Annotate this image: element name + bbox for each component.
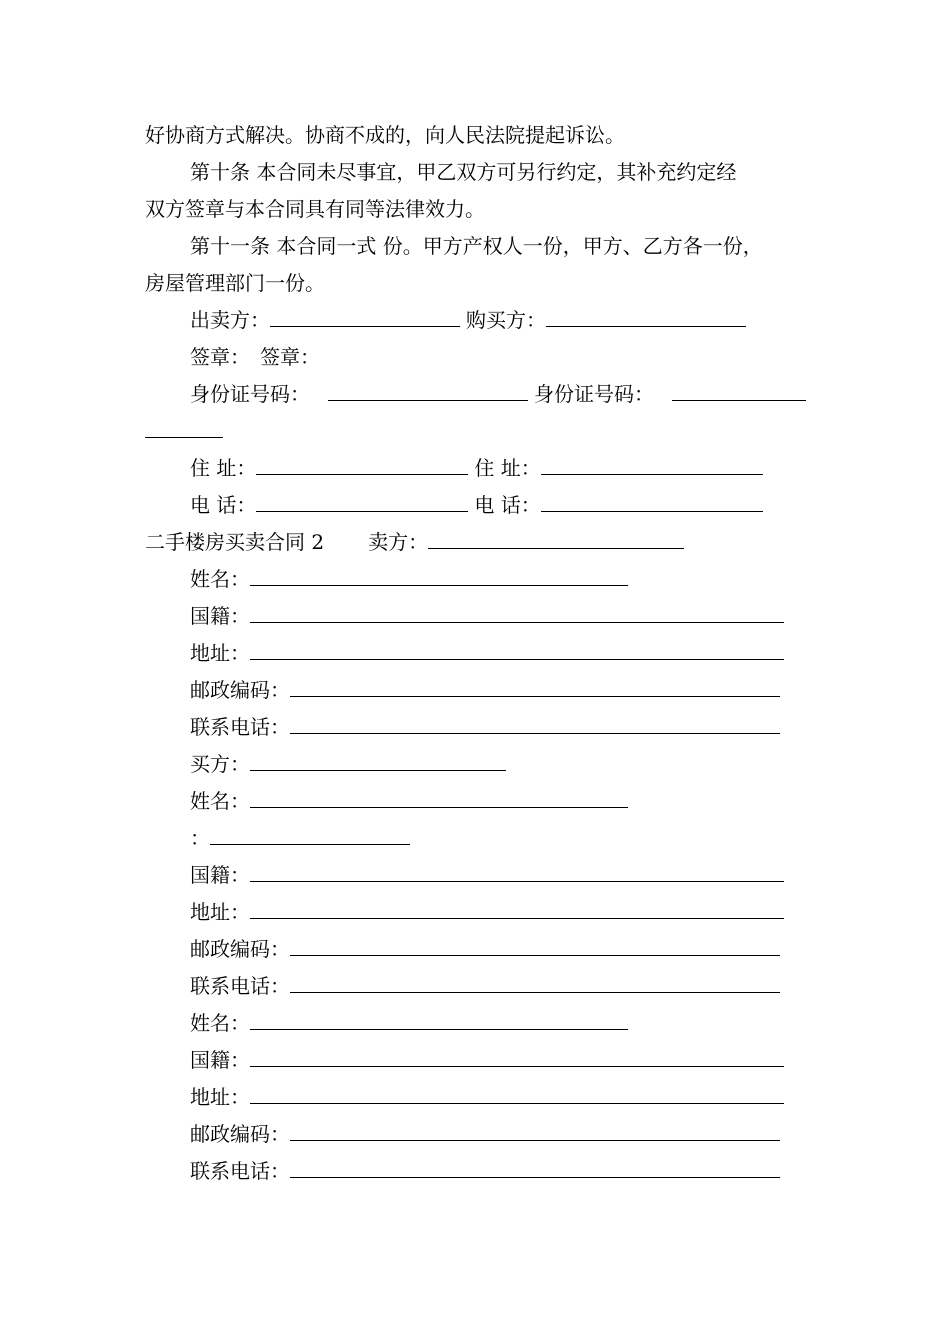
phone-blank[interactable] xyxy=(256,491,468,512)
postcode-label: 邮政编码： xyxy=(190,678,290,702)
nationality-blank[interactable] xyxy=(250,861,784,882)
address-label: 住 址： xyxy=(474,456,541,480)
postcode-blank[interactable] xyxy=(290,676,780,697)
buyer-label: 买方： xyxy=(190,752,250,776)
id-number-continuation xyxy=(145,416,223,446)
id-blank[interactable] xyxy=(328,380,528,401)
buyer-blank[interactable] xyxy=(546,306,746,327)
buyer-label-line xyxy=(190,749,506,779)
third-nationality-line xyxy=(190,1045,784,1075)
nationality-label: 国籍： xyxy=(190,1048,250,1072)
address-label: 地址： xyxy=(190,1085,250,1109)
name-label: 姓名： xyxy=(190,789,250,813)
phone-line xyxy=(190,490,763,520)
text: 第十条 本合同未尽事宜，甲乙双方可另行约定，其补充约定经 xyxy=(190,160,737,184)
phone-label: 电 话： xyxy=(190,493,257,517)
article-10-continuation xyxy=(145,194,485,224)
nationality-label: 国籍： xyxy=(190,863,250,887)
address-label: 住 址： xyxy=(190,456,257,480)
nationality-label: 国籍： xyxy=(190,604,250,628)
phone-label: 联系电话： xyxy=(190,974,290,998)
buyer-nationality-line xyxy=(190,860,784,890)
third-address-line xyxy=(190,1082,784,1112)
address-blank[interactable] xyxy=(250,639,784,660)
seller-blank[interactable] xyxy=(270,306,460,327)
name-blank[interactable] xyxy=(250,1009,628,1030)
text: 第十一条 本合同一式 份。甲方产权人一份，甲方、乙方各一份， xyxy=(190,234,763,258)
seller-phone-line xyxy=(190,712,780,742)
nationality-blank[interactable] xyxy=(250,1046,784,1067)
article-10-line xyxy=(190,157,736,187)
id-blank[interactable] xyxy=(672,380,806,401)
address-blank[interactable] xyxy=(250,898,784,919)
seal-label: 签章： xyxy=(260,345,320,369)
nationality-blank[interactable] xyxy=(250,602,784,623)
postcode-label: 邮政编码： xyxy=(190,937,290,961)
name-label: 姓名： xyxy=(190,567,250,591)
article-11-continuation xyxy=(145,268,325,298)
seller-address-line xyxy=(190,638,784,668)
seller-label: 卖方： xyxy=(368,530,429,554)
third-name-line xyxy=(190,1008,628,1038)
colon-line xyxy=(190,823,410,853)
third-phone-line xyxy=(190,1156,780,1186)
seller-postcode-line xyxy=(190,675,780,705)
buyer-name-line xyxy=(190,786,628,816)
name-blank[interactable] xyxy=(250,565,628,586)
id-label: 身份证号码： xyxy=(534,382,654,406)
text: 双方签章与本合同具有同等法律效力。 xyxy=(145,197,485,221)
text: 好协商方式解决。协商不成的，向人民法院提起诉讼。 xyxy=(145,123,625,147)
postcode-label: 邮政编码： xyxy=(190,1122,290,1146)
seller-label: 出卖方： xyxy=(190,308,270,332)
address-blank[interactable] xyxy=(256,454,468,475)
phone-label: 联系电话： xyxy=(190,1159,290,1183)
address-blank[interactable] xyxy=(541,454,763,475)
phone-label: 联系电话： xyxy=(190,715,290,739)
address-blank[interactable] xyxy=(250,1083,784,1104)
colon-blank[interactable] xyxy=(210,824,410,845)
id-number-line xyxy=(190,379,806,409)
seal-line xyxy=(190,342,320,372)
postcode-blank[interactable] xyxy=(290,1120,780,1141)
seller-blank[interactable] xyxy=(428,528,684,549)
seller-nationality-line xyxy=(190,601,784,631)
phone-blank[interactable] xyxy=(541,491,763,512)
phone-blank[interactable] xyxy=(290,713,780,734)
text: 房屋管理部门一份。 xyxy=(145,271,325,295)
colon-label: ： xyxy=(190,826,210,850)
article-11-line xyxy=(190,231,763,261)
name-label: 姓名： xyxy=(190,1011,250,1035)
address-label: 地址： xyxy=(190,641,250,665)
paragraph-line xyxy=(145,120,625,150)
phone-blank[interactable] xyxy=(290,1157,780,1178)
buyer-postcode-line xyxy=(190,934,780,964)
buyer-address-line xyxy=(190,897,784,927)
seller-name-line xyxy=(190,564,628,594)
phone-label: 电 话： xyxy=(474,493,541,517)
id-label: 身份证号码： xyxy=(190,382,310,406)
buyer-phone-line xyxy=(190,971,780,1001)
buyer-label: 购买方： xyxy=(466,308,546,332)
postcode-blank[interactable] xyxy=(290,935,780,956)
address-label: 地址： xyxy=(190,900,250,924)
id-blank-continuation[interactable] xyxy=(145,417,223,438)
seal-label: 签章： xyxy=(190,345,250,369)
phone-blank[interactable] xyxy=(290,972,780,993)
seller-buyer-line xyxy=(190,305,746,335)
address-line xyxy=(190,453,763,483)
name-blank[interactable] xyxy=(250,787,628,808)
contract-2-title-line xyxy=(145,527,684,557)
buyer-blank[interactable] xyxy=(250,750,506,771)
contract-title: 二手楼房买卖合同 2 xyxy=(145,530,325,554)
third-postcode-line xyxy=(190,1119,780,1149)
